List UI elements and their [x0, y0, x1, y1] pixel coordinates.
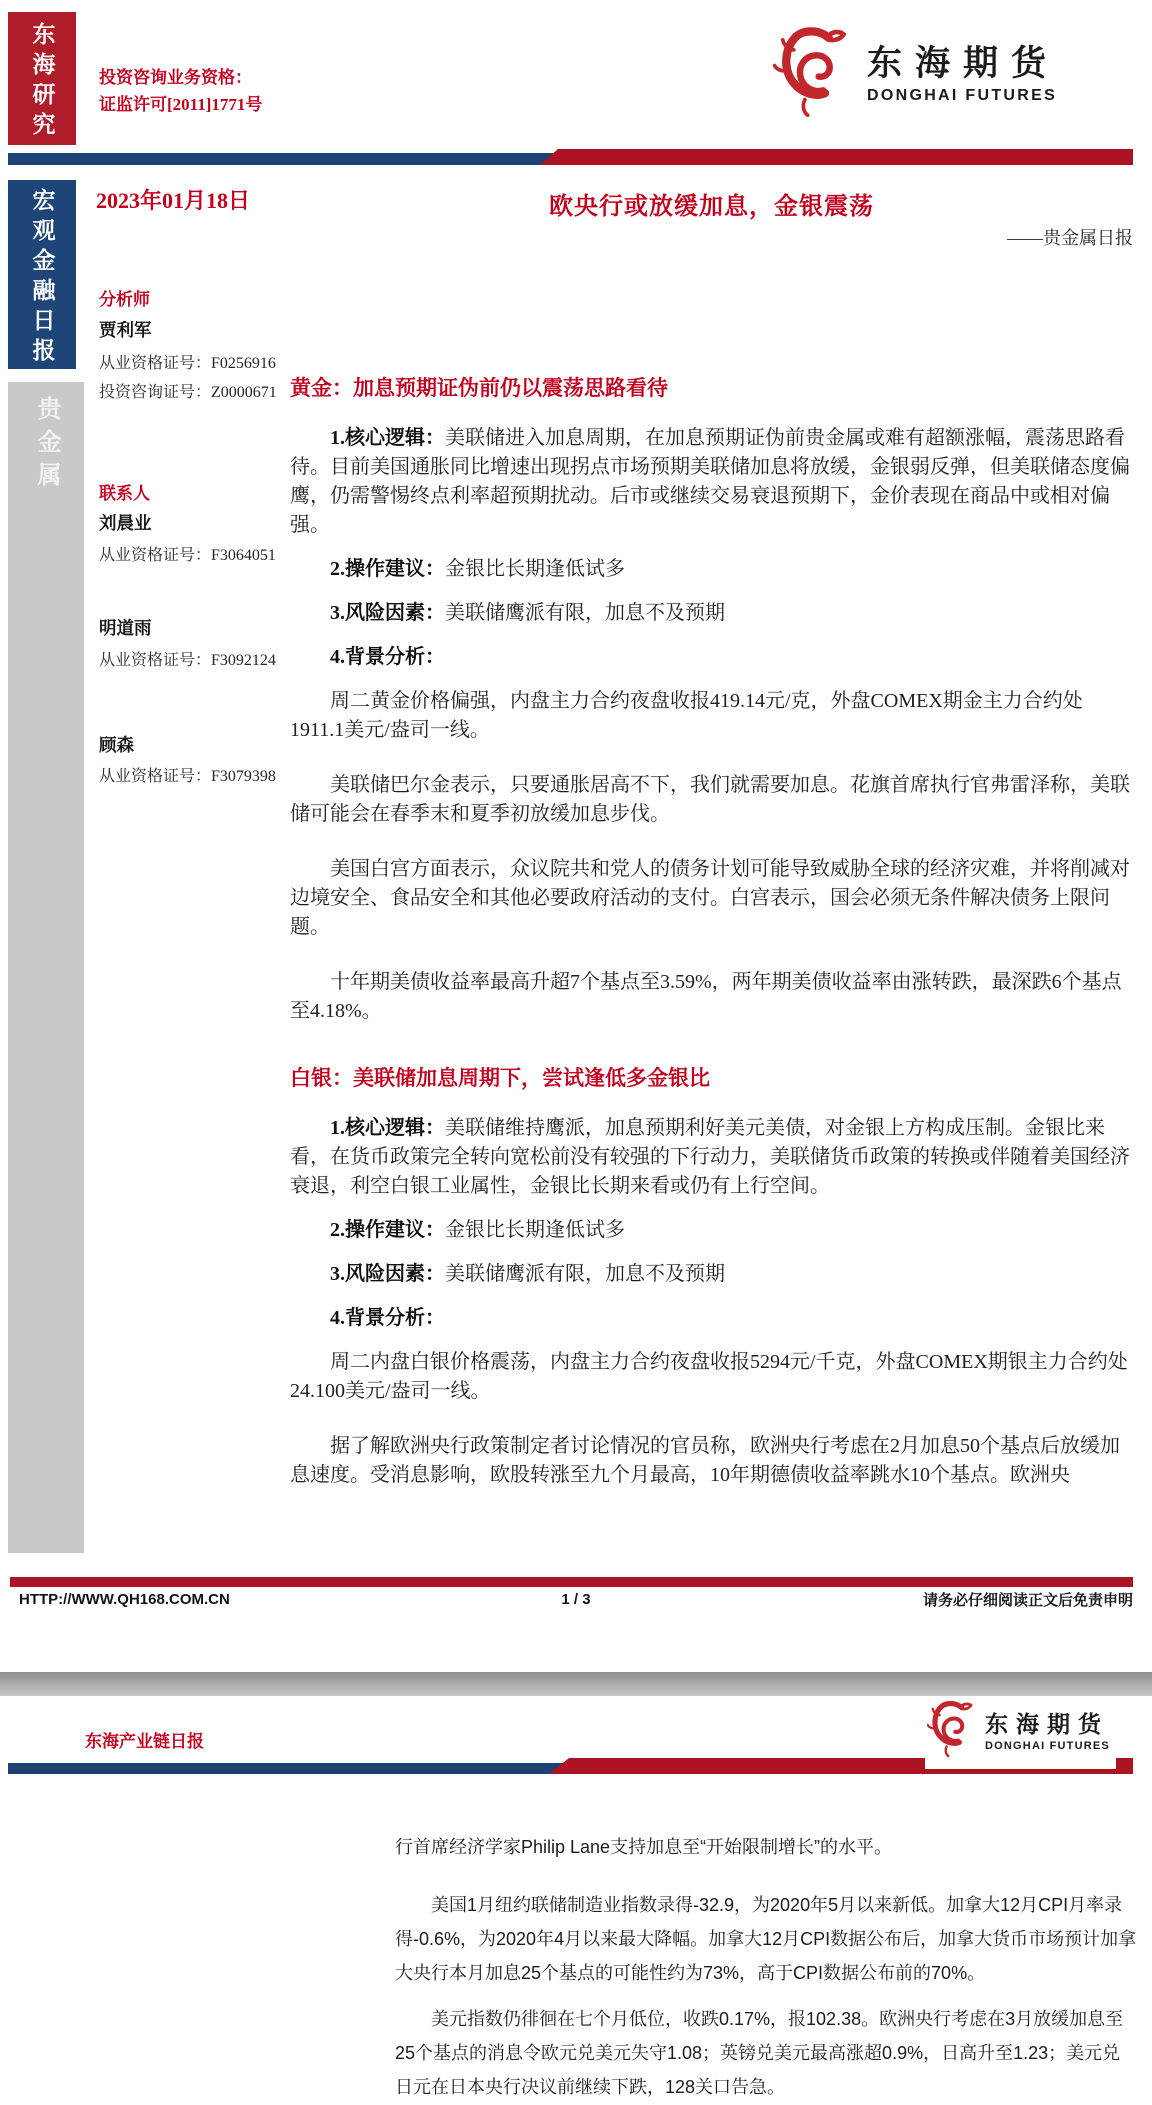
page2-body — [395, 1830, 1137, 2105]
research-banner-box — [8, 12, 76, 145]
header-divider-red — [540, 149, 1133, 165]
paragraph-lead: 1.核心逻辑： — [330, 1117, 445, 1139]
logo-chinese-name: 东海期货 — [867, 43, 1060, 83]
paragraph: 2.操作建议：金银比长期逢低试多 — [330, 1219, 625, 1241]
paragraph-lead: 3.风险因素： — [330, 1263, 445, 1285]
page-number: 1 / 3 — [561, 1591, 591, 1608]
qualification-text — [99, 64, 262, 118]
research-banner-label: 东海研究 — [29, 22, 55, 142]
report-type-banner-box — [8, 180, 76, 369]
page-separator-band — [0, 1672, 1152, 1696]
contact-name: 顾森 — [99, 735, 134, 755]
analyst-cert-number: 从业资格证号：F0256916 — [99, 355, 276, 372]
paragraph: 据了解欧洲央行政策制定者讨论情况的官员称，欧洲央行考虑在2月加息50个基点后放缓加息速度。受消息影响，欧股转涨至九个月最高，10年期德债收益率跳水10个基点。欧洲央 — [290, 1435, 1120, 1486]
category-label: 贵金属 — [33, 396, 59, 495]
paragraph: 美国1月纽约联储制造业指数录得-32.9，为2020年5月以来新低。加拿大12月CPI月率录得-0.6%，为2020年4月以来最大降幅。加拿大12月CPI数据公布后，加拿大货币市场预计加拿大央行本月加息25个基点的可能性约为73%，高于CPI数据公布前的70%。 — [395, 1895, 1137, 1983]
paragraph: 2.操作建议：金银比长期逢低试多 — [330, 558, 625, 580]
report-subtitle: ——贵金属日报 — [1007, 228, 1133, 248]
report-type-label: 宏观金融日报 — [29, 188, 55, 368]
paragraph: 十年期美债收益率最高升超7个基点至3.59%，两年期美债收益率由涨转跌，最深跌6个基点至4.18%。 — [290, 971, 1122, 1022]
paragraph-lead: 3.风险因素： — [330, 602, 445, 624]
paragraph: 1.核心逻辑：美联储进入加息周期，在加息预期证伪前贵金属或难有超额涨幅，震荡思路看待。目前美国通胀同比增速出现拐点市场预期美联储加息将放缓，金银弱反弹，但美联储态度偏鹰，仍需警惕终点利率超预期扰动。后市或继续交易衰退预期下，金价表现在商品中或相对偏强。 — [290, 427, 1130, 536]
paragraph — [290, 643, 1135, 672]
paragraph: 3.风险因素：美联储鹰派有限，加息不及预期 — [330, 602, 725, 624]
paragraph-lead: 2.操作建议： — [330, 1219, 445, 1241]
page2-report-name: 东海产业链日报 — [85, 1732, 204, 1751]
report-title: 欧央行或放缓加息，金银震荡 — [549, 194, 874, 220]
paragraph: 美国白宫方面表示，众议院共和党人的债务计划可能导致威胁全球的经济灾难，并将削减对边境安全、食品安全和其他必要政府活动的支付。白宫表示，国会必须无条件解决债务上限问题。 — [290, 858, 1130, 938]
category-banner-box — [8, 382, 84, 1553]
footer-disclaimer: 请务必仔细阅读正文后免责申明 — [922, 1592, 1133, 1609]
paragraph-lead: 4.背景分析： — [330, 646, 445, 668]
analyst-name: 贾利军 — [99, 320, 152, 340]
contact-label: 联系人 — [99, 484, 150, 503]
contact-name: 刘晨业 — [99, 513, 152, 533]
contact-name: 明道雨 — [99, 618, 152, 638]
paragraph: 1.核心逻辑：美联储维持鹰派，加息预期利好美元美债，对金银上方构成压制。金银比来看，在货币政策完全转向宽松前没有较强的下行动力，美联储货币政策的转换或伴随着美国经济衰退，利空白银工业属性，金银比长期来看或仍有上行空间。 — [290, 1117, 1130, 1197]
report-body — [290, 372, 1135, 1505]
paragraph: 美联储巴尔金表示，只要通胀居高不下，我们就需要加息。花旗首席执行官弗雷泽称，美联储可能会在春季末和夏季初放缓加息步伐。 — [290, 774, 1130, 825]
logo-english-name: DONGHAI FUTURES — [867, 87, 1058, 105]
footer-url[interactable]: HTTP://WWW.QH168.COM.CN — [19, 1591, 230, 1608]
page2-divider-blue — [8, 1763, 563, 1774]
qualification-line1: 投资咨询业务资格： — [99, 68, 252, 87]
footer-divider-bar — [10, 1577, 1133, 1587]
paragraph — [290, 1304, 1135, 1333]
section-heading-silver: 白银：美联储加息周期下，尝试逢低多金银比 — [290, 1066, 710, 1090]
analyst-advisory-number: 投资咨询证号：Z0000671 — [99, 384, 277, 401]
logo-text — [867, 44, 1059, 105]
paragraph-lead: 1.核心逻辑： — [330, 427, 445, 449]
header-divider-blue — [8, 153, 554, 165]
dragon-logo-icon — [773, 26, 857, 123]
paragraph: 周二黄金价格偏强，内盘主力合约夜盘收报419.14元/克，外盘COMEX期金主力合约处1911.1美元/盎司一线。 — [290, 690, 1083, 741]
page-footer — [0, 1589, 1152, 1610]
paragraph: 美元指数仍徘徊在七个月低位，收跌0.17%，报102.38。欧洲央行考虑在3月放缓加息至25个基点的消息令欧元兑美元失守1.08；英镑兑美元最高涨超0.9%，日高升至1.23；美元兑日元在日本央行决议前继续下跌，128关口告急。 — [395, 2009, 1124, 2097]
contact-cert-number: 从业资格证号：F3092124 — [99, 652, 276, 669]
logo-text — [985, 1711, 1110, 1751]
paragraph-lead: 4.背景分析： — [330, 1307, 445, 1329]
analyst-label: 分析师 — [99, 290, 150, 309]
logo-english-name: DONGHAI FUTURES — [985, 1739, 1110, 1752]
company-logo — [925, 1698, 1116, 1769]
logo-chinese-name: 东海期货 — [985, 1711, 1109, 1738]
dragon-logo-icon — [927, 1700, 979, 1763]
paragraph: 周二内盘白银价格震荡，内盘主力合约夜盘收报5294元/千克，外盘COMEX期银主力合约处24.100美元/盎司一线。 — [290, 1351, 1128, 1402]
contact-cert-number: 从业资格证号：F3064051 — [99, 547, 276, 564]
paragraph-lead: 2.操作建议： — [330, 558, 445, 580]
qualification-line2: 证监许可[2011]1771号 — [99, 95, 263, 114]
paragraph: 3.风险因素：美联储鹰派有限，加息不及预期 — [330, 1263, 725, 1285]
contact-cert-number: 从业资格证号：F3079398 — [99, 768, 276, 785]
report-date: 2023年01月18日 — [96, 188, 251, 213]
section-heading-gold: 黄金：加息预期证伪前仍以震荡思路看待 — [290, 376, 668, 400]
paragraph: 行首席经济学家Philip Lane支持加息至“开始限制增长”的水平。 — [395, 1837, 893, 1857]
company-logo — [773, 26, 1059, 123]
analyst-sidebar — [99, 285, 299, 786]
